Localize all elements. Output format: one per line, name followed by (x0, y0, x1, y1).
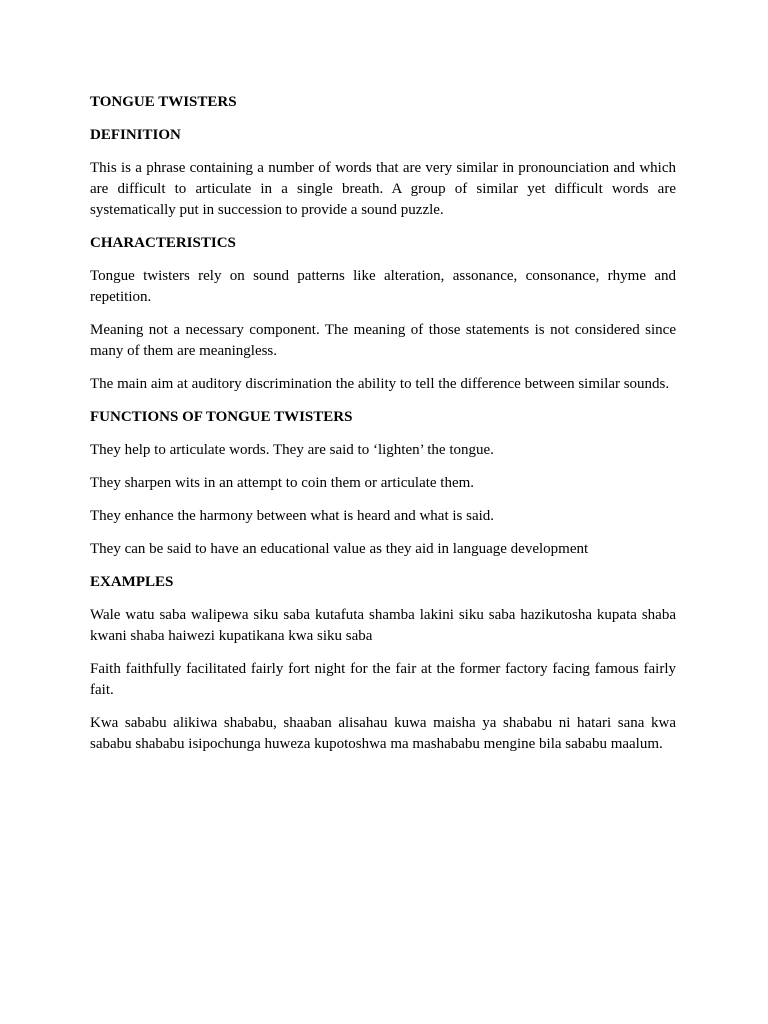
functions-paragraph: They help to articulate words. They are said to ‘lighten’ the tongue. (90, 442, 494, 458)
example-paragraph: Faith faithfully facilitated fairly fort night for the fair at the former factory facing famous fairly fait. (90, 661, 676, 698)
example-paragraph: Wale watu saba walipewa siku saba kutafuta shamba lakini siku saba hazikutosha kupata shaba kwani shaba haiwezi kupatikana kwa siku saba (90, 607, 676, 644)
document-title: TONGUE TWISTERS (90, 94, 237, 110)
characteristics-paragraph: Tongue twisters rely on sound patterns like alteration, assonance, consonance, rhyme and repetition. (90, 268, 676, 305)
definition-paragraph: This is a phrase containing a number of words that are very similar in pronounciation and which are difficult to articulate in a single breath. A group of similar yet difficult words are systematically put in succession to provide a sound puzzle. (90, 160, 676, 218)
definition-heading: DEFINITION (90, 127, 181, 143)
examples-heading: EXAMPLES (90, 574, 174, 590)
functions-heading: FUNCTIONS OF TONGUE TWISTERS (90, 409, 353, 425)
functions-paragraph: They enhance the harmony between what is heard and what is said. (90, 508, 495, 524)
characteristics-heading: CHARACTERISTICS (90, 235, 236, 251)
functions-paragraph: They can be said to have an educational value as they aid in language development (90, 541, 589, 557)
document-page (90, 92, 676, 767)
functions-paragraph: They sharpen wits in an attempt to coin them or articulate them. (90, 475, 475, 491)
example-paragraph: Kwa sababu alikiwa shababu, shaaban alisahau kuwa maisha ya shababu ni hatari sana kwa sababu shababu isipochunga huweza kupotoshwa ma mashababu mengine bila sababu maalum. (90, 715, 676, 752)
characteristics-paragraph: The main aim at auditory discrimination the ability to tell the difference between similar sounds. (90, 376, 670, 392)
characteristics-paragraph: Meaning not a necessary component. The meaning of those statements is not considered since many of them are meaningless. (90, 322, 676, 359)
